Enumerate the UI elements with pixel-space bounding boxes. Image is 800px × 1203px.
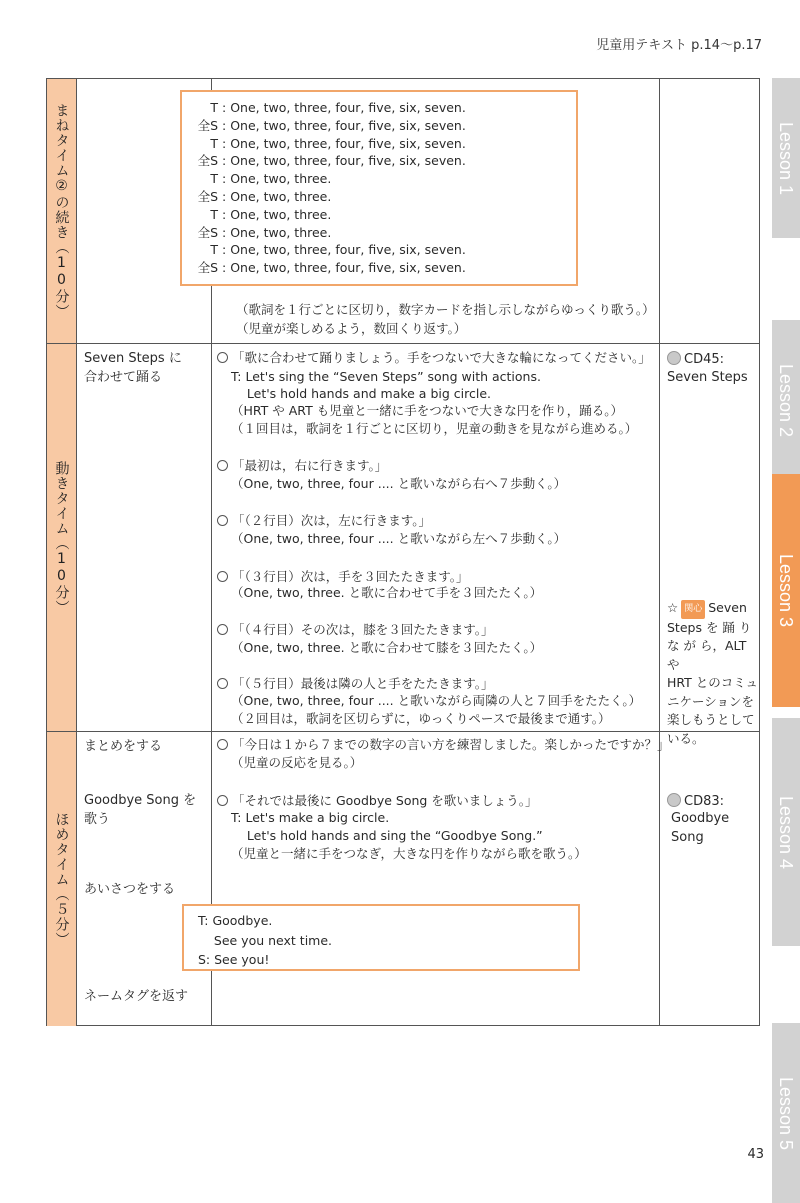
- circle-bullet-icon: [217, 678, 228, 689]
- teacher-note: （児童が楽しめるよう，数回くり返す。）: [236, 321, 467, 336]
- circle-bullet-icon: [217, 571, 228, 582]
- dialogue-text: One, two, three.: [230, 224, 332, 240]
- instruction-line: 「（３行目）次は，手を３回たたきます。」: [217, 568, 469, 586]
- procedure-line: （One, two, three. と歌に合わせて手を３回たたく。）: [231, 585, 543, 600]
- procedure-line: Let's hold hands and sing the “Goodbye Song.”: [231, 828, 543, 843]
- dialogue-line: T: Goodbye.: [198, 913, 273, 928]
- instruction-line: 「それでは最後に Goodbye Song を歌いましょう。」: [217, 792, 538, 810]
- speaker-label: T: [210, 242, 218, 258]
- dialogue-text: One, two, three, four, five, six, seven.: [230, 117, 466, 133]
- category-label: ほめタイム（５分）: [53, 811, 70, 947]
- instruction-line: 「最初は，右に行きます。」: [217, 457, 387, 475]
- speaker-label: T: [210, 135, 218, 151]
- tab-lesson-2[interactable]: Lesson 2: [772, 320, 800, 480]
- procedure-line: （児童と一緒に手をつなぎ，大きな円を作りながら歌を歌う。）: [231, 846, 587, 861]
- dialogue-line: T : One, two, three.: [188, 170, 576, 188]
- dialogue-line: T : One, two, three, four, five, six, seven.: [188, 99, 576, 117]
- interest-badge: 関心: [681, 600, 705, 619]
- tab-lesson-4[interactable]: Lesson 4: [772, 718, 800, 946]
- tab-lesson-5[interactable]: Lesson 5: [772, 1023, 800, 1203]
- procedure-line: （HRT や ART も児童と一緒に手をつないで大きな円を作り，踊る。）: [231, 403, 623, 418]
- speaker-label: 全S: [197, 153, 218, 169]
- dialogue-line: 全S : One, two, three.: [188, 224, 576, 242]
- speaker-label: T: [210, 206, 218, 222]
- procedure-line: Let's hold hands and make a big circle.: [231, 386, 491, 401]
- procedure-line: （One, two, three, four .... と歌いながら両隣の人と７回手をたたく。）: [231, 693, 642, 708]
- evaluation-note: ☆ 関心 Seven Steps を 踊 り な が ら，ALT や HRT とのコミュ ニケーションを 楽しもうとして いる。: [667, 600, 759, 746]
- category-label: まねタイム②の続き（10分）: [53, 103, 70, 319]
- instruction-line: 「今日は１から７までの数字の言い方を練習しました。楽しかったですか？」: [217, 736, 670, 754]
- procedure-line: （One, two, three, four .... と歌いながら左へ７歩動く。）: [231, 531, 567, 546]
- activity-label: Seven Steps に: [84, 351, 182, 366]
- cd-track: CD83:: [667, 792, 724, 811]
- dialogue-line: T : One, two, three.: [188, 206, 576, 224]
- tab-lesson-3[interactable]: Lesson 3: [772, 474, 800, 707]
- dialogue-line: 全S : One, two, three.: [188, 188, 576, 206]
- activity-label: 歌う: [84, 812, 111, 827]
- speaker-label: T: [210, 100, 218, 115]
- dialogue-text: One, two, three.: [230, 188, 332, 204]
- instruction-line: 「歌に合わせて踊りましょう。手をつないで大きな輪になってください。」: [217, 349, 651, 367]
- procedure-line: T: Let's make a big circle.: [231, 810, 390, 825]
- circle-bullet-icon: [217, 515, 228, 526]
- activity-label: あいさつをする: [84, 882, 176, 897]
- dialogue-line: S: See you!: [198, 952, 270, 967]
- activity-label: 合わせて踊る: [84, 370, 163, 385]
- procedure-line: （児童の反応を見る。）: [231, 755, 363, 770]
- activity-label: まとめをする: [84, 739, 163, 754]
- cd-title: Seven Steps: [667, 370, 748, 385]
- tab-lesson-1[interactable]: Lesson 1: [772, 78, 800, 238]
- instruction-line: 「（４行目）その次は，膝を３回たたきます。」: [217, 621, 494, 639]
- procedure-line: （１回目は，歌詞を１行ごとに区切り，児童の動きを見ながら進める。）: [231, 421, 638, 436]
- speaker-label: 全S: [197, 117, 218, 133]
- speaker-label: 全S: [197, 260, 218, 276]
- circle-bullet-icon: [217, 352, 228, 363]
- dialogue-line: 全S : One, two, three, four, five, six, seven.: [188, 259, 576, 277]
- star-icon: ☆: [667, 600, 679, 615]
- procedure-line: （One, two, three. と歌に合わせて膝を３回たたく。）: [231, 640, 543, 655]
- circle-bullet-icon: [217, 460, 228, 471]
- dialogue-text: One, two, three.: [230, 206, 332, 222]
- dialogue-text: One, two, three, four, five, six, seven.: [230, 242, 466, 258]
- instruction-line: 「（２行目）次は，左に行きます。」: [217, 512, 431, 530]
- dialogue-text: One, two, three, four, five, six, seven.: [230, 135, 466, 151]
- dialogue-text: One, two, three, four, five, six, seven.: [230, 260, 466, 276]
- teacher-note: （歌詞を１行ごとに区切り，数字カードを指し示しながらゆっくり歌う。）: [236, 302, 655, 317]
- category-label: 動きタイム（10分）: [53, 460, 70, 615]
- procedure-line: T: Let's sing the “Seven Steps” song with actions.: [231, 369, 541, 384]
- chant-dialogue-box: [180, 90, 578, 286]
- greeting-dialogue-box: [182, 904, 580, 971]
- dialogue-text: One, two, three, four, five, six, seven.: [230, 100, 466, 115]
- dialogue-line: T : One, two, three, four, five, six, seven.: [188, 241, 576, 259]
- circle-bullet-icon: [217, 795, 228, 806]
- instruction-line: 「（５行目）最後は隣の人と手をたたきます。」: [217, 675, 494, 693]
- procedure-line: （One, two, three, four .... と歌いながら右へ７歩動く。）: [231, 476, 567, 491]
- circle-bullet-icon: [217, 624, 228, 635]
- cd-title: Goodbye Song: [671, 811, 730, 845]
- activity-label: Goodbye Song を: [84, 793, 197, 808]
- dialogue-text: One, two, three.: [230, 171, 332, 187]
- activity-label: ネームタグを返す: [84, 989, 189, 1004]
- dialogue-line: See you next time.: [198, 932, 333, 948]
- speaker-label: 全S: [197, 224, 218, 240]
- cd-track: CD45:: [667, 350, 724, 369]
- speaker-label: T: [210, 171, 218, 187]
- page-number: 43: [747, 1147, 764, 1162]
- cd-icon: [667, 793, 681, 807]
- speaker-label: 全S: [197, 188, 218, 204]
- dialogue-line: 全S : One, two, three, four, five, six, seven.: [188, 152, 576, 170]
- procedure-line: （２回目は，歌詞を区切らずに，ゆっくりペースで最後まで通す。）: [231, 711, 611, 726]
- cd-icon: [667, 351, 681, 365]
- circle-bullet-icon: [217, 739, 228, 750]
- textbook-page-reference: 児童用テキスト p.14～p.17: [596, 38, 762, 53]
- dialogue-line: T : One, two, three, four, five, six, seven.: [188, 135, 576, 153]
- dialogue-text: One, two, three, four, five, six, seven.: [230, 153, 466, 169]
- dialogue-line: 全S : One, two, three, four, five, six, seven.: [188, 117, 576, 135]
